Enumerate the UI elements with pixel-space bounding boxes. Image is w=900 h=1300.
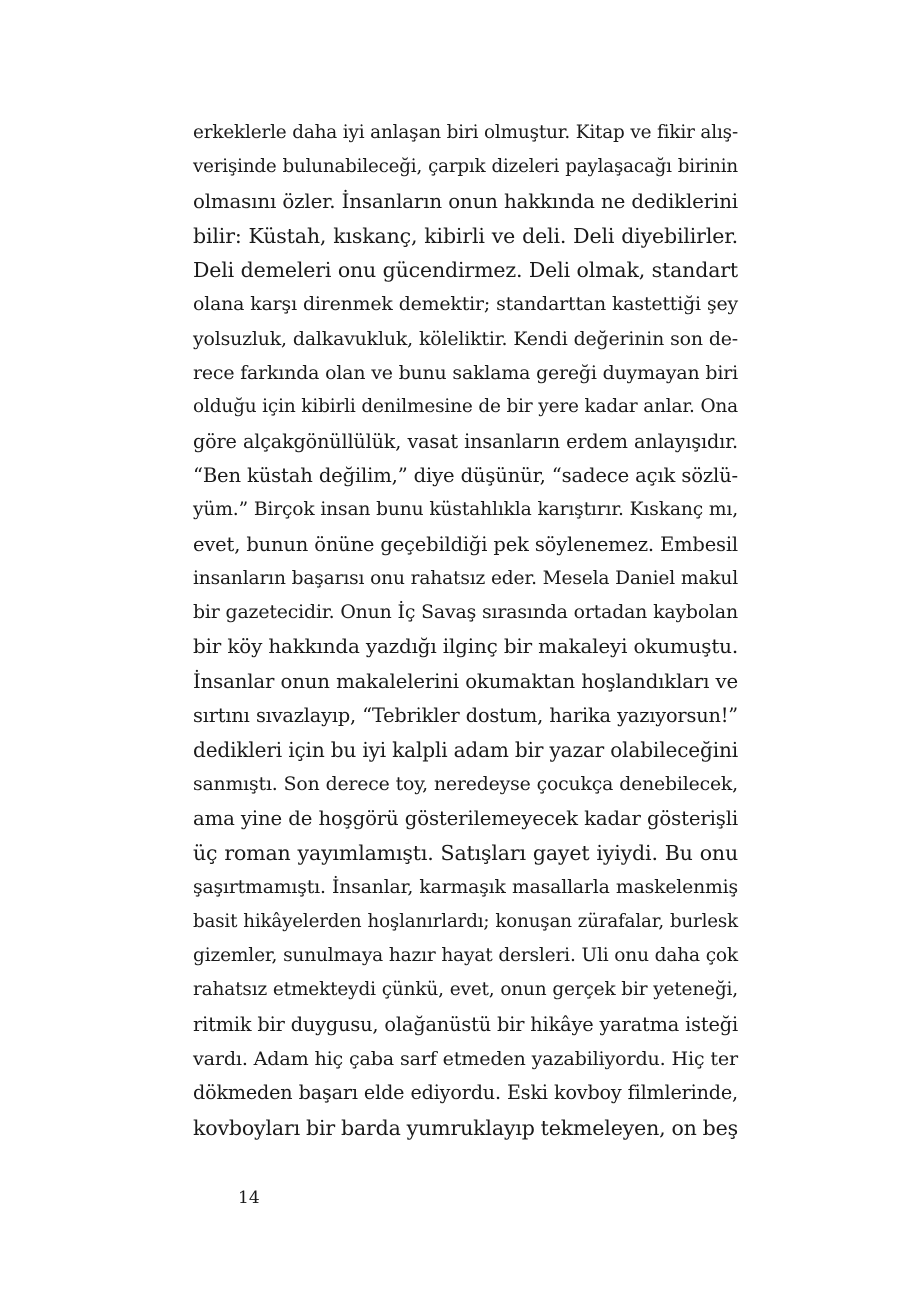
text-line: dedikleri için bu iyi kalpli adam bir yazar olabileceğini	[193, 738, 738, 763]
text-line: bir gazetecidir. Onun İç Savaş sırasında ortadan kaybolan	[193, 602, 738, 624]
text-line: yüm.” Birçok insan bunu küstahlıkla karıştırır. Kıskanç mı,	[193, 499, 738, 521]
text-line: sırtını sıvazlayıp, “Tebrikler dostum, harika yazıyorsun!”	[193, 704, 738, 728]
text-line: gizemler, sunulmaya hazır hayat dersleri. Uli onu daha çok	[193, 945, 738, 967]
text-line: dökmeden başarı elde ediyordu. Eski kovboy filmlerinde,	[193, 1081, 738, 1105]
text-line: rece farkında olan ve bunu saklama gereği duymayan biri	[193, 362, 738, 385]
text-line: ama yine de hoşgörü gösterilemeyecek kadar gösterişli	[193, 806, 738, 830]
text-line: verişinde bulunabileceği, çarpık dizeleri paylaşacağı birinin	[193, 156, 738, 178]
text-line: sanmıştı. Son derece toy, neredeyse çocukça denebilecek,	[193, 773, 738, 795]
text-line: yolsuzluk, dalkavukluk, köleliktir. Kendi değerinin son de-	[193, 327, 738, 350]
text-line: rahatsız etmekteydi çünkü, evet, onun gerçek bir yeteneği,	[193, 979, 738, 1001]
text-line: şaşırtmamıştı. İnsanlar, karmaşık masallarla maskelenmiş	[193, 876, 738, 898]
text-line: ritmik bir duygusu, olağanüstü bir hikâye yaratma isteği	[193, 1012, 738, 1036]
text-line: “Ben küstah değilim,” diye düşünür, “sadece açık sözlü-	[193, 463, 738, 487]
text-line: vardı. Adam hiç çaba sarf etmeden yazabiliyordu. Hiç ter	[193, 1047, 738, 1071]
text-line: evet, bunun önüne geçebildiği pek söylenemez. Embesil	[193, 532, 738, 556]
text-line: göre alçakgönüllülük, vasat insanların erdem anlayışıdır.	[193, 429, 738, 453]
text-line: insanların başarısı onu rahatsız eder. Mesela Daniel makul	[193, 567, 738, 589]
text-line: bilir: Küstah, kıskanç, kibirli ve deli. Deli diyebilirler.	[193, 223, 738, 248]
text-line: olduğu için kibirli denilmesine de bir yere kadar anlar. Ona	[193, 396, 738, 418]
text-line: basit hikâyelerden hoşlanırlardı; konuşan zürafalar, burlesk	[193, 910, 738, 932]
text-line: Deli demeleri onu gücendirmez. Deli olmak, standart	[193, 258, 738, 283]
text-line: olmasını özler. İnsanların onun hakkında ne dediklerini	[193, 189, 738, 213]
body-text	[193, 116, 738, 1145]
text-line: erkeklerle daha iyi anlaşan biri olmuştur. Kitap ve fikir alış-	[193, 122, 738, 143]
page-number: 14	[238, 1188, 260, 1208]
text-line: üç roman yayımlamıştı. Satışları gayet iyiydi. Bu onu	[193, 841, 738, 866]
text-line: bir köy hakkında yazdığı ilginç bir makaleyi okumuştu.	[193, 635, 738, 659]
text-line: İnsanlar onun makalelerini okumaktan hoşlandıkları ve	[193, 669, 738, 693]
text-line: kovboyları bir barda yumruklayıp tekmeleyen, on beş	[193, 1115, 738, 1140]
text-line: olana karşı direnmek demektir; standarttan kastettiği şey	[193, 293, 738, 316]
